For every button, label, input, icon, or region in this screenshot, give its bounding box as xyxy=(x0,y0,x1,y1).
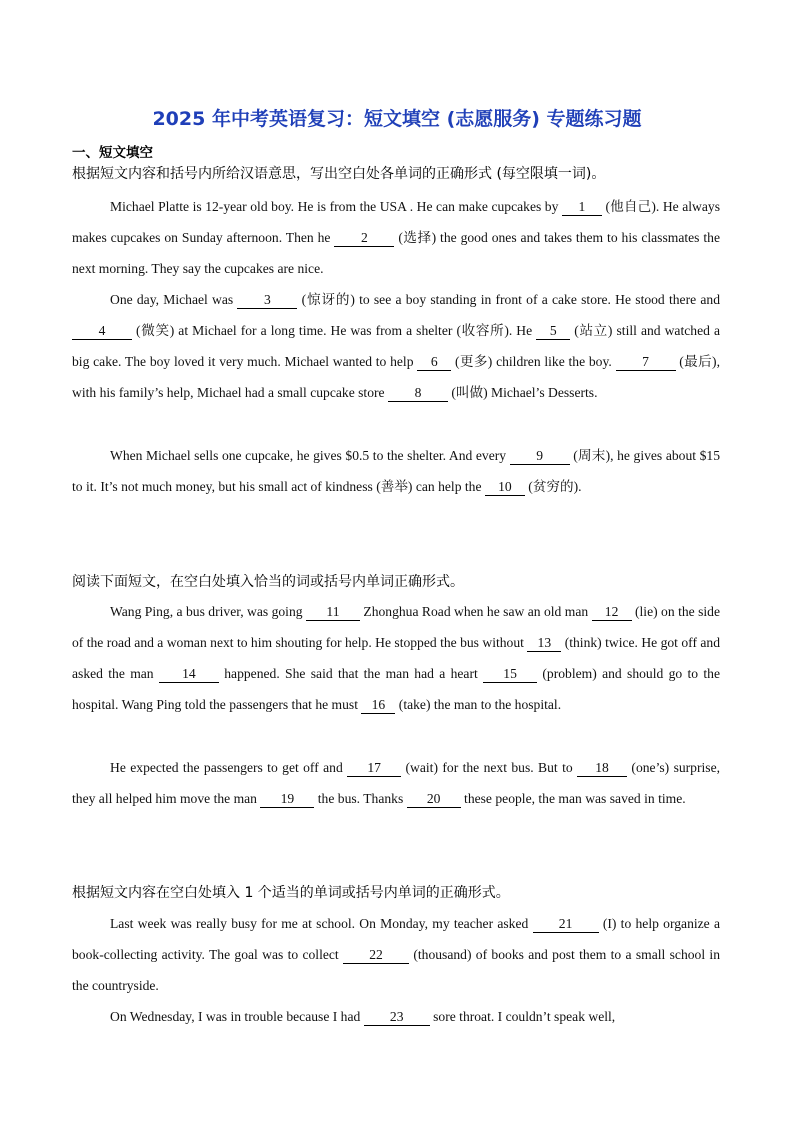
text: Last week was really busy for me at school. On Monday, my teacher asked xyxy=(110,916,533,931)
answer-blank-11[interactable]: 11 xyxy=(306,604,360,621)
answer-blank-3[interactable]: 3 xyxy=(237,292,297,309)
answer-blank-14[interactable]: 14 xyxy=(159,666,219,683)
answer-blank-1[interactable]: 1 xyxy=(562,199,602,216)
text: (更多) children like the boy. xyxy=(451,354,616,369)
text: (微笑) at Michael for a long time. He was from a shelter (收容所). He xyxy=(132,323,537,338)
answer-blank-9[interactable]: 9 xyxy=(510,448,570,465)
text: (thousand) of books and post them to a small school in the countryside. xyxy=(72,947,721,993)
answer-blank-17[interactable]: 17 xyxy=(347,760,401,777)
answer-blank-4[interactable]: 4 xyxy=(72,323,132,340)
passage2-paragraph1 xyxy=(72,596,720,720)
text: (他自己). He always makes cupcakes on Sunday afternoon. Then he xyxy=(72,199,720,245)
answer-blank-7[interactable]: 7 xyxy=(616,354,676,371)
text: (take) the man to the hospital. xyxy=(395,697,562,712)
text: (贫穷的). xyxy=(524,479,582,494)
answer-blank-23[interactable]: 23 xyxy=(364,1009,430,1026)
answer-blank-8[interactable]: 8 xyxy=(388,385,448,402)
text: (叫做) Michael’s Desserts. xyxy=(447,385,598,400)
text: (站立) still and watched a big cake. The boy loved it very much. Michael wanted to help xyxy=(72,323,720,369)
answer-blank-5[interactable]: 5 xyxy=(536,323,570,340)
text: (I) to help organize a book-collecting activity. The goal was to collect xyxy=(72,916,720,962)
answer-blank-2[interactable]: 2 xyxy=(334,230,394,247)
text: (think) twice. He got off and asked the man xyxy=(72,635,720,681)
passage2-instruction: 阅读下面短文，在空白处填入恰当的词或括号内单词正确形式。 xyxy=(72,574,464,590)
text: He expected the passengers to get off and xyxy=(110,760,348,775)
answer-blank-21[interactable]: 21 xyxy=(533,916,599,933)
answer-blank-15[interactable]: 15 xyxy=(483,666,537,683)
text: Michael Platte is 12-year old boy. He is from the USA . He can make cupcakes by xyxy=(110,199,562,214)
answer-blank-12[interactable]: 12 xyxy=(592,604,632,621)
passage3-instruction: 根据短文内容在空白处填入 1 个适当的单词或括号内单词的正确形式。 xyxy=(72,885,510,901)
text: On Wednesday, I was in trouble because I had xyxy=(110,1009,364,1024)
text: When Michael sells one cupcake, he gives $0.5 to the shelter. And every xyxy=(110,448,510,463)
answer-blank-13[interactable]: 13 xyxy=(527,635,561,652)
passage3-paragraph2 xyxy=(72,1001,720,1032)
answer-blank-18[interactable]: 18 xyxy=(577,760,627,777)
answer-blank-20[interactable]: 20 xyxy=(407,791,461,808)
passage3-paragraph1 xyxy=(72,908,720,1001)
passage1-paragraph1 xyxy=(72,191,720,284)
text: (选择) the good ones and takes them to his classmates the next morning. They say the cupcakes are nice. xyxy=(72,230,720,276)
page-title: 2025 年中考英语复习：短文填空 (志愿服务) 专题练习题 xyxy=(152,108,642,130)
text: (最后), with his family’s help, Michael had a small cupcake store xyxy=(72,354,720,400)
text: (one’s) surprise, they all helped him move the man xyxy=(72,760,721,806)
text: the bus. Thanks xyxy=(314,791,407,806)
text: these people, the man was saved in time. xyxy=(460,791,686,806)
passage1-instruction: 根据短文内容和括号内所给汉语意思，写出空白处各单词的正确形式 (每空限填一词)。 xyxy=(72,166,606,182)
answer-blank-22[interactable]: 22 xyxy=(343,947,409,964)
answer-blank-16[interactable]: 16 xyxy=(361,697,395,714)
text: (problem) and should go to the hospital. Wang Ping told the passengers that he must xyxy=(72,666,721,712)
answer-blank-10[interactable]: 10 xyxy=(485,479,525,496)
answer-blank-6[interactable]: 6 xyxy=(417,354,451,371)
text: happened. She said that the man had a heart xyxy=(218,666,484,681)
text: (wait) for the next bus. But to xyxy=(401,760,578,775)
text: (周末), he gives about $15 to it. It’s not much money, but his small act of kindness (善举) can help the xyxy=(72,448,721,494)
text: (lie) on the side of the road and a woman next to him shouting for help. He stopped the bus without xyxy=(72,604,720,650)
answer-blank-19[interactable]: 19 xyxy=(260,791,314,808)
section-heading: 一、短文填空 xyxy=(72,145,153,161)
passage1-paragraph2 xyxy=(72,284,720,408)
text: sore throat. I couldn’t speak well, xyxy=(429,1009,616,1024)
text: Zhonghua Road when he saw an old man xyxy=(359,604,592,619)
passage2-paragraph2 xyxy=(72,752,720,814)
text: (惊讶的) to see a boy standing in front of a cake store. He stood there and xyxy=(297,292,721,307)
text: Wang Ping, a bus driver, was going xyxy=(110,604,306,619)
text: One day, Michael was xyxy=(110,292,238,307)
passage1-paragraph3 xyxy=(72,440,720,502)
